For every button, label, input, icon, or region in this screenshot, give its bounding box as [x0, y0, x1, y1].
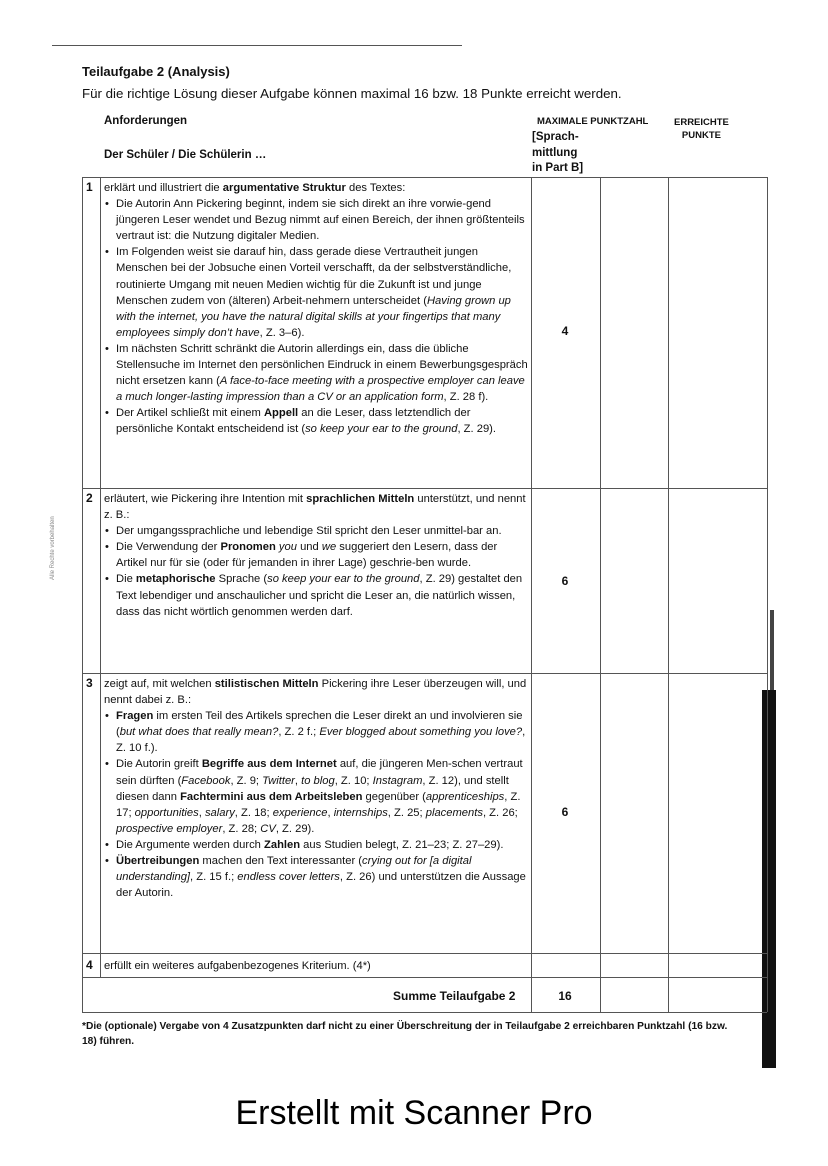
row-bullets — [104, 196, 529, 437]
bullet-item: • Der umgangssprachliche und lebendige Stil spricht den Leser unmittel-bar an. — [104, 523, 529, 539]
top-rule — [52, 45, 462, 46]
col-header-requirements: Anforderungen — [104, 115, 188, 127]
bullet-item: • Die Verwendung der Pronomen you und we suggeriert den Lesern, dass der Artikel nur für sie (oder für jemanden in ihrer Lage) geschrie-ben wurde. — [104, 539, 529, 571]
row-bullets — [104, 708, 529, 901]
bullet-item: • Die Autorin greift Begriffe aus dem Internet auf, die jüngeren Men-schen vertraut sein dürften (Facebook, Z. 9; Twitter, to blog, Z. 10; Instagram, Z. 12), und stellt diesen dann Fachtermini aus dem Arbeitsleben gegenüber (apprenticeships, Z. 17; opportunities, salary, Z. 18; experience, internships, Z. 25; placements, Z. 26; prospective employer, Z. 28; CV, Z. 29). — [104, 756, 529, 836]
scan-edge-shadow — [770, 610, 774, 690]
row-max-points: 6 — [561, 805, 569, 819]
requirement-row-2 — [104, 491, 529, 620]
row-max-points: 6 — [561, 574, 569, 588]
col-header-mediation-note: [Sprach- mittlung in Part B] — [532, 131, 584, 174]
bullet-item: • Die metaphorische Sprache (so keep your ear to the ground, Z. 29) gestaltet den Text lebendiger und anschaulicher und spricht die Leser an, die natürlich wissen, dass das nicht wörtlich genommen werden darf. — [104, 571, 529, 619]
row-bullets — [104, 523, 529, 620]
sum-value: 16 — [558, 989, 572, 1003]
bullet-item: • Die Argumente werden durch Zahlen aus Studien belegt, Z. 21–23; Z. 27–29). — [104, 837, 529, 853]
col-header-max-points: MAXIMALE PUNKTZAHL — [537, 116, 649, 127]
row-lead: zeigt auf, mit welchen stilistischen Mitteln Pickering ihre Leser überzeugen will, und nennt dabei z. B.: — [104, 678, 527, 707]
side-copyright-note: Alle Rechte vorbehalten — [50, 516, 56, 580]
row-lead: erklärt und illustriert die argumentative Struktur des Textes: — [104, 182, 406, 194]
bullet-item: • Die Autorin Ann Pickering beginnt, indem sie sich direkt an ihre vorwie-gend jüngeren Leser wendet und Bezug nimmt auf einen Bereich, der ihnen größtenteils vertraut ist: die Nutzung digitaler Medien. — [104, 196, 529, 244]
row-lead: erläutert, wie Pickering ihre Intention mit sprachlichen Mitteln unterstützt, und nennt z. B.: — [104, 493, 526, 522]
row-number: 4 — [86, 958, 93, 972]
row-lead: erfüllt ein weiteres aufgabenbezogenes Kriterium. (4*) — [104, 960, 371, 972]
bullet-item: • Übertreibungen machen den Text interessanter (crying out for [a digital understanding], Z. 15 f.; endless cover letters, Z. 26) und unterstützen die Aussage der Autorin. — [104, 853, 529, 901]
row-max-points: 4 — [561, 324, 569, 338]
section-title: Teilaufgabe 2 (Analysis) — [82, 64, 230, 79]
bullet-item: • Im nächsten Schritt schränkt die Autorin allerdings ein, dass die übliche Stellensuche im Internet den persönlichen Eindruck in einem Bewerbungsgespräch nicht ersetzen kann (A face-to-face meeting with a prospective employer can leave a much longer-lasting impression than a CV or an application form, Z. 28 f). — [104, 341, 529, 405]
row-number: 1 — [86, 180, 93, 194]
col-header-student: Der Schüler / Die Schülerin … — [104, 149, 267, 161]
footnote: *Die (optionale) Vergabe von 4 Zusatzpunkten darf nicht zu einer Überschreitung der in Teilaufgabe 2 erreichbaren Punktzahl (16 bzw. 18) führen. — [82, 1021, 728, 1047]
bullet-item: • Fragen im ersten Teil des Artikels sprechen die Leser direkt an und involvieren sie (but what does that really mean?, Z. 2 f.; Ever blogged about something you love?, Z. 10 f.). — [104, 708, 529, 756]
requirement-row-3 — [104, 676, 529, 901]
requirement-row-1 — [104, 180, 529, 438]
requirement-row-4 — [104, 958, 529, 974]
row-number: 2 — [86, 491, 93, 505]
row-number: 3 — [86, 676, 93, 690]
section-intro: Für die richtige Lösung dieser Aufgabe können maximal 16 bzw. 18 Punkte erreicht werden. — [82, 86, 622, 101]
bullet-item: • Der Artikel schließt mit einem Appell an die Leser, dass letztendlich der persönliche Kontakt entscheidend ist (so keep your ear to the ground, Z. 29). — [104, 405, 529, 437]
scanner-watermark: Erstellt mit Scanner Pro — [235, 1094, 593, 1132]
col-header-achieved: ERREICHTE PUNKTE — [674, 117, 729, 141]
bullet-item: • Im Folgenden weist sie darauf hin, dass gerade diese Vertrautheit jungen Menschen bei der Jobsuche einen Vorteil verschafft, da der selbstverständliche, routinierte Umgang mit neuen Medien wichtig für die Zukunft ist und junge Menschen zudem von (älteren) Arbeit-nehmern unterscheidet (Having grown up with the internet, you have the natural digital skills at your fingertips that many employees simply don’t have, Z. 3–6). — [104, 244, 529, 341]
sum-label: Summe Teilaufgabe 2 — [393, 989, 516, 1003]
